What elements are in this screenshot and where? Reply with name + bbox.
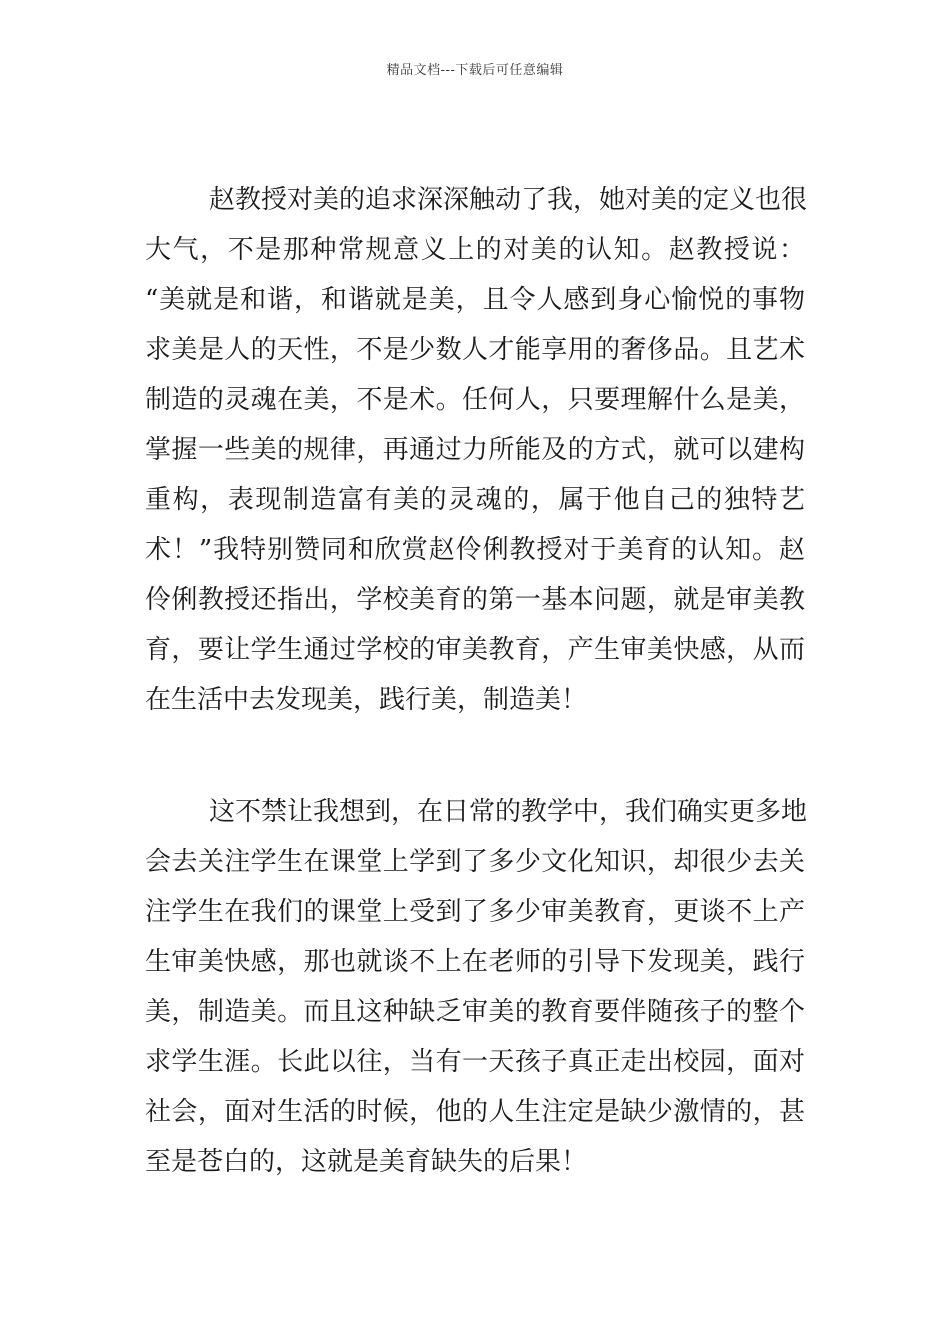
text-line: 生审美快感，那也就谈不上在老师的引导下发现美，践行 <box>145 947 805 977</box>
paragraph-spacer <box>145 725 805 787</box>
text-line: 大气，不是那种常规意义上的对美的认知。赵教授说： <box>145 235 805 265</box>
paragraph-1 <box>145 175 808 725</box>
text-line: 赵教授对美的追求深深触动了我，她对美的定义也很 <box>209 185 808 215</box>
text-line: “美就是和谐，和谐就是美，且令人感到身心愉悦的事物 <box>145 285 805 315</box>
paragraph-2 <box>145 787 808 1187</box>
text-line: 会去关注学生在课堂上学到了多少文化知识，却很少去关 <box>145 847 805 877</box>
text-line: 求美是人的天性，不是少数人才能享用的奢侈品。且艺术 <box>145 335 805 365</box>
text-line: 术！”我特别赞同和欣赏赵伶俐教授对于美育的认知。赵 <box>145 535 805 565</box>
text-line: 至是苍白的，这就是美育缺失的后果！ <box>145 1147 588 1177</box>
text-line: 这不禁让我想到，在日常的教学中，我们确实更多地 <box>209 797 808 827</box>
text-line: 掌握一些美的规律，再通过力所能及的方式，就可以建构 <box>145 435 805 465</box>
text-line: 求学生涯。长此以往，当有一天孩子真正走出校园，面对 <box>145 1047 805 1077</box>
text-line: 制造的灵魂在美，不是术。任何人，只要理解什么是美， <box>145 385 805 415</box>
text-line: 在生活中去发现美，践行美，制造美！ <box>145 685 588 715</box>
text-line: 重构，表现制造富有美的灵魂的，属于他自己的独特艺 <box>145 485 805 515</box>
text-line: 注学生在我们的课堂上受到了多少审美教育，更谈不上产 <box>145 897 805 927</box>
page-header: 精品文档---下载后可任意编辑 <box>386 63 564 78</box>
text-line: 社会，面对生活的时候，他的人生注定是缺少激情的，甚 <box>145 1097 805 1127</box>
text-line: 美，制造美。而且这种缺乏审美的教育要伴随孩子的整个 <box>145 997 805 1027</box>
text-line: 伶俐教授还指出，学校美育的第一基本问题，就是审美教 <box>145 585 805 615</box>
text-line: 育，要让学生通过学校的审美教育，产生审美快感，从而 <box>145 635 805 665</box>
document-body <box>145 175 808 1187</box>
